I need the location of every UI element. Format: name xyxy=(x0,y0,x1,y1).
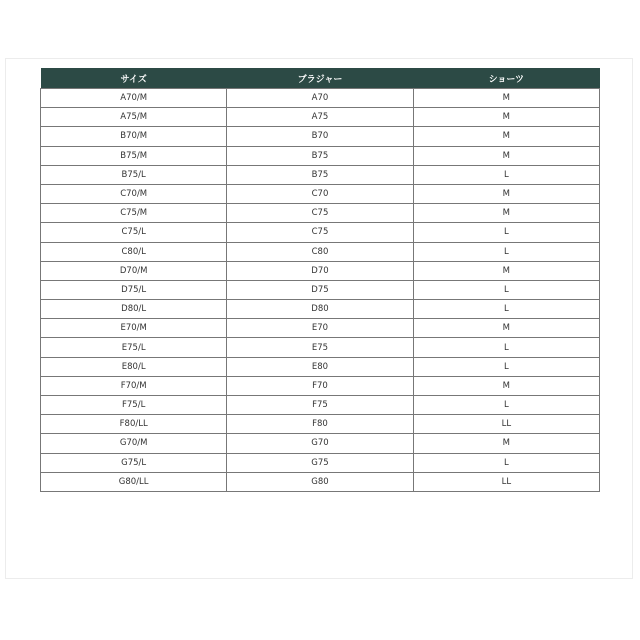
bra-cell: D70 xyxy=(227,261,413,280)
shorts-cell: LL xyxy=(413,415,599,434)
bra-cell: F70 xyxy=(227,376,413,395)
size-cell: C75/L xyxy=(41,223,227,242)
shorts-cell: L xyxy=(413,453,599,472)
size-cell: C70/M xyxy=(41,184,227,203)
shorts-cell: M xyxy=(413,184,599,203)
table-row xyxy=(41,453,600,472)
bra-cell: A75 xyxy=(227,108,413,127)
shorts-cell: L xyxy=(413,338,599,357)
table-row xyxy=(41,242,600,261)
bra-cell: G70 xyxy=(227,434,413,453)
table-row xyxy=(41,184,600,203)
size-cell: E75/L xyxy=(41,338,227,357)
bra-cell: D75 xyxy=(227,280,413,299)
size-cell: D70/M xyxy=(41,261,227,280)
bra-cell: E80 xyxy=(227,357,413,376)
size-cell: C80/L xyxy=(41,242,227,261)
table-row xyxy=(41,108,600,127)
table-row xyxy=(41,223,600,242)
size-cell: A70/M xyxy=(41,89,227,108)
table-row xyxy=(41,338,600,357)
size-chart-table xyxy=(40,68,600,492)
table-row xyxy=(41,204,600,223)
bra-cell: G80 xyxy=(227,472,413,491)
size-cell: E80/L xyxy=(41,357,227,376)
table-row xyxy=(41,396,600,415)
size-cell: G75/L xyxy=(41,453,227,472)
bra-cell: F75 xyxy=(227,396,413,415)
table-row xyxy=(41,89,600,108)
header-bra: ブラジャー xyxy=(227,68,413,89)
bra-cell: F80 xyxy=(227,415,413,434)
bra-cell: G75 xyxy=(227,453,413,472)
shorts-cell: L xyxy=(413,165,599,184)
bra-cell: E75 xyxy=(227,338,413,357)
size-cell: D75/L xyxy=(41,280,227,299)
bra-cell: B75 xyxy=(227,146,413,165)
size-cell: E70/M xyxy=(41,319,227,338)
bra-cell: A70 xyxy=(227,89,413,108)
shorts-cell: M xyxy=(413,434,599,453)
table-row xyxy=(41,357,600,376)
shorts-cell: L xyxy=(413,357,599,376)
shorts-cell: M xyxy=(413,261,599,280)
bra-cell: C80 xyxy=(227,242,413,261)
size-cell: B75/M xyxy=(41,146,227,165)
bra-cell: E70 xyxy=(227,319,413,338)
table-row xyxy=(41,319,600,338)
table-row xyxy=(41,127,600,146)
size-cell: D80/L xyxy=(41,300,227,319)
bra-cell: B75 xyxy=(227,165,413,184)
table-header-row xyxy=(41,68,600,89)
shorts-cell: L xyxy=(413,300,599,319)
size-cell: A75/M xyxy=(41,108,227,127)
table-row xyxy=(41,434,600,453)
shorts-cell: M xyxy=(413,146,599,165)
shorts-cell: M xyxy=(413,127,599,146)
bra-cell: B70 xyxy=(227,127,413,146)
table-row xyxy=(41,376,600,395)
bra-cell: D80 xyxy=(227,300,413,319)
table-row xyxy=(41,300,600,319)
size-cell: G80/LL xyxy=(41,472,227,491)
size-cell: C75/M xyxy=(41,204,227,223)
table-row xyxy=(41,146,600,165)
size-cell: B75/L xyxy=(41,165,227,184)
header-shorts: ショーツ xyxy=(413,68,599,89)
shorts-cell: L xyxy=(413,242,599,261)
table-row xyxy=(41,415,600,434)
shorts-cell: L xyxy=(413,280,599,299)
table-row xyxy=(41,472,600,491)
bra-cell: C75 xyxy=(227,223,413,242)
size-cell: F75/L xyxy=(41,396,227,415)
table-row xyxy=(41,280,600,299)
bra-cell: C70 xyxy=(227,184,413,203)
shorts-cell: L xyxy=(413,223,599,242)
shorts-cell: M xyxy=(413,108,599,127)
shorts-cell: M xyxy=(413,204,599,223)
shorts-cell: L xyxy=(413,396,599,415)
bra-cell: C75 xyxy=(227,204,413,223)
shorts-cell: M xyxy=(413,376,599,395)
table-row xyxy=(41,261,600,280)
header-size: サイズ xyxy=(41,68,227,89)
shorts-cell: LL xyxy=(413,472,599,491)
size-cell: F80/LL xyxy=(41,415,227,434)
size-cell: B70/M xyxy=(41,127,227,146)
table-row xyxy=(41,165,600,184)
size-cell: G70/M xyxy=(41,434,227,453)
shorts-cell: M xyxy=(413,89,599,108)
size-cell: F70/M xyxy=(41,376,227,395)
shorts-cell: M xyxy=(413,319,599,338)
